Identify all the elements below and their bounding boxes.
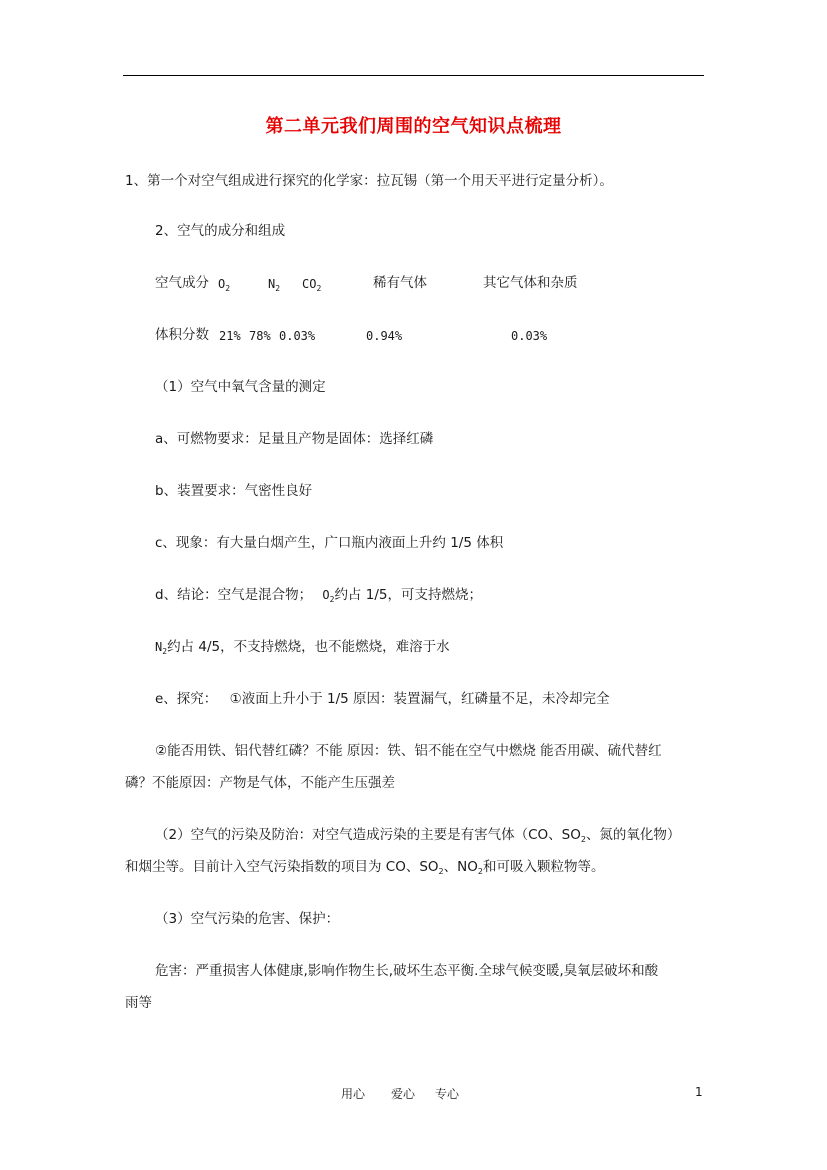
- item-b: b、装置要求：气密性良好: [155, 483, 313, 499]
- section-3-heading: （3）空气污染的危害、保护：: [155, 911, 340, 927]
- section-2-line1: （2）空气的污染及防治：对空气造成污染的主要是有害气体（CO、$SO_2$、氮的氧化物）: [155, 827, 681, 844]
- item-e-prefix: e、探究：: [155, 691, 218, 707]
- formula-co2: $CO_2$: [302, 277, 322, 293]
- value-co2: 0.03%: [279, 329, 316, 343]
- page-title: 第二单元我们周围的空气知识点梳理: [265, 116, 562, 137]
- item-c: c、现象：有大量白烟产生，广口瓶内液面上升约 1/5 体积: [155, 535, 504, 551]
- footer-text-2: 爱心: [391, 1087, 416, 1101]
- item-e-text: ①液面上升小于 1/5 原因：装置漏气，红磷量不足，未冷却完全: [229, 691, 610, 707]
- harm-line1: 危害：严重损害人体健康,影响作物生长,破坏生态平衡.全球气候变暖,臭氧层破坏和酸: [155, 963, 659, 979]
- item-d-prefix: d、结论：空气是混合物；: [155, 587, 313, 603]
- item-d: [155, 585, 482, 605]
- row-label-volume-fraction: 体积分数: [155, 327, 209, 343]
- other-gases-label: 其它气体和杂质: [483, 275, 578, 291]
- paragraph-1: 1、第一个对空气组成进行探究的化学家：拉瓦锡（第一个用天平进行定量分析）。: [125, 173, 613, 189]
- section-2-line2: 和烟尘等。目前计入空气污染指数的项目为 CO、$SO_2$、$NO_2$和可吸入颗粒物等。: [125, 859, 605, 876]
- value-other: 0.03%: [511, 329, 548, 343]
- item-e: [155, 689, 610, 709]
- row-label-components: 空气成分: [155, 275, 209, 291]
- harm-line2: 雨等: [125, 995, 152, 1011]
- header-rule: [123, 75, 704, 76]
- item-d2-text: 约占 4/5，不支持燃烧，也不能燃烧，难溶于水: [167, 639, 450, 655]
- value-rare: 0.94%: [366, 329, 403, 343]
- item-e2-line2: 磷？不能原因：产物是气体，不能产生压强差: [125, 775, 395, 791]
- paragraph-2: 2、空气的成分和组成: [155, 223, 286, 239]
- value-o2: 21%: [219, 329, 241, 343]
- page-number: 1: [695, 1085, 703, 1099]
- item-d-continued: [155, 637, 450, 657]
- formula-o2-inline: $O_2$: [322, 588, 335, 604]
- footer-text-1: 用心: [341, 1087, 366, 1101]
- formula-o2: $O_2$: [218, 277, 231, 293]
- formula-n2: $N_2$: [268, 277, 281, 293]
- item-d-suffix: 约占 1/5，可支持燃烧；: [334, 587, 482, 603]
- item-e2-line1: ②能否用铁、铝代替红磷？不能 原因：铁、铝不能在空气中燃烧 能否用碳、硫代替红: [155, 743, 662, 759]
- section-1-heading: （1）空气中氧气含量的测定: [155, 379, 326, 395]
- rare-gases-label: 稀有气体: [373, 275, 427, 291]
- formula-n2-inline: $N_2$: [155, 640, 168, 656]
- footer-text-3: 专心: [435, 1087, 460, 1101]
- value-n2: 78%: [249, 329, 271, 343]
- item-a: a、可燃物要求：足量且产物是固体：选择红磷: [155, 431, 434, 447]
